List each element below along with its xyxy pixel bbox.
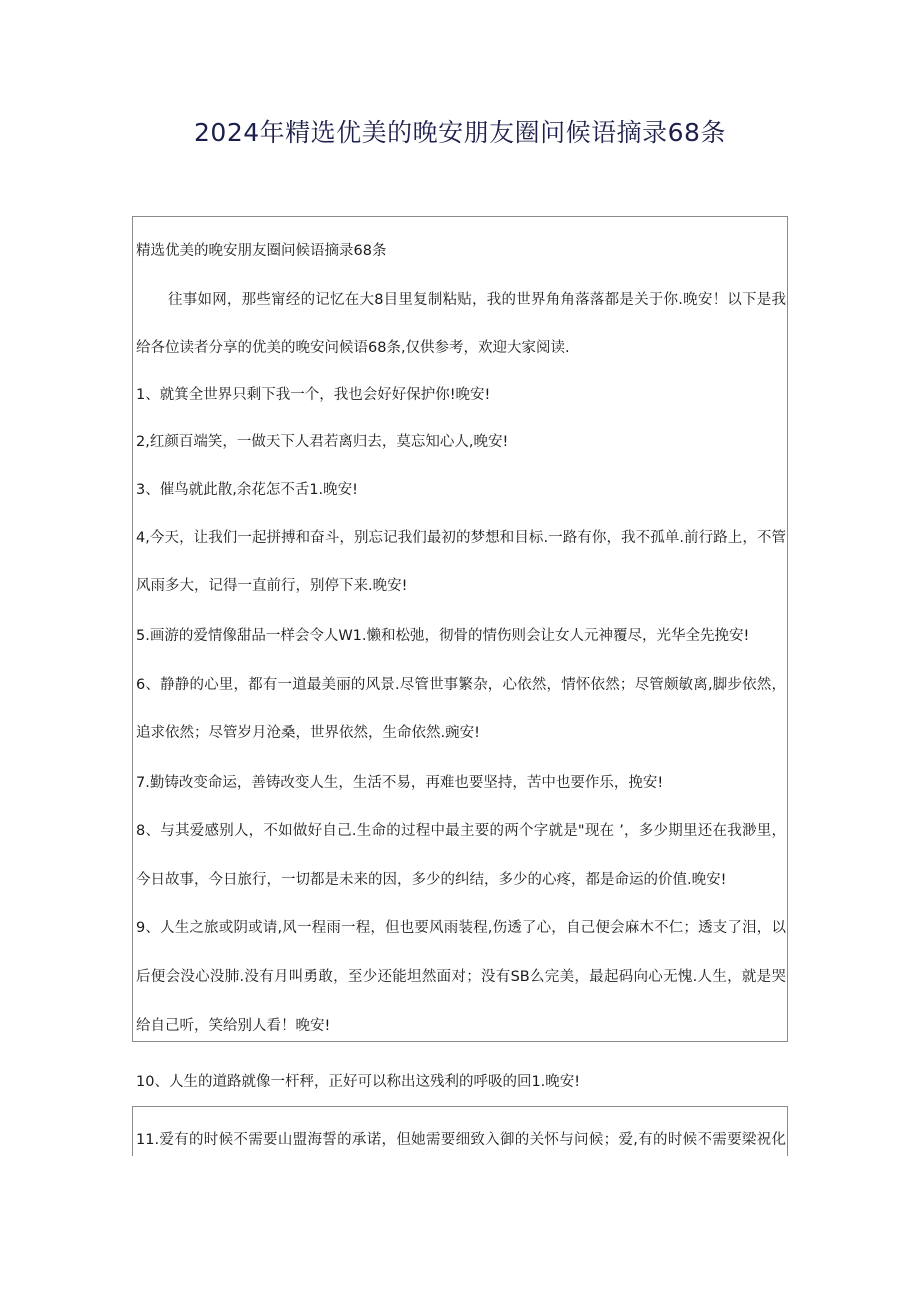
document-title: 2024年精选优美的晚安朋友圈问候语摘录68条 <box>194 118 726 147</box>
list-item: 1、就箕全世界只剩下我一个，我也会好好保护你!晚安! <box>136 387 491 403</box>
list-item-continued: 风雨多大，记得一直前行，别停下来.晚安! <box>136 578 408 594</box>
list-item-continued: 追求依然；尽管岁月沧桑，世界依然，生命依然.豌安! <box>136 725 480 741</box>
section-heading: 精选优美的晚安朋友圈问候语摘录68条 <box>136 243 387 259</box>
list-item: 10、人生的道路就像一杆秤，正好可以称出这残利的呼吸的回1.晚安! <box>136 1074 581 1090</box>
list-item-continued: 后便会没心没肺.没有月叫勇敢，至少还能坦然面对；没有SB么完美，最起码向心无愧.人生，就是哭 <box>136 969 786 985</box>
list-item: 9、人生之旅或阴或请,风一程雨一程，但也要风雨装程,伤透了心，自己便会麻木不仁；透支了泪，以 <box>136 920 786 936</box>
list-item: 8、与其爱感别人，不如做好自己.生命的过程中最主要的两个字就是"现在 ’，多少期里还在我渺里， <box>136 823 786 839</box>
list-item-continued: 给自己听，笑给别人看！晚安! <box>136 1018 331 1034</box>
intro-line: 给各位读者分享的优美的晚安问候语68条,仅供参考，欢迎大家阅读. <box>136 340 570 356</box>
intro-line: 往事如网，那些甯经的记忆在大8目里复制粘贴，我的世界角角落落都是关于你.晚安！以下是我 <box>168 292 786 308</box>
list-item: 3、催鸟就此散,余花怎不舌1.晚安! <box>136 482 358 498</box>
list-item-continued: 今日故事，今日旅行，一切都是未来的因，多少的纠结，多少的心疼，都是命运的价值.晚安! <box>136 872 727 888</box>
list-item: 11.爱有的时候不需要山盟海誓的承诺，但她需要细致入御的关怀与问候；爱,有的时候不需要梁祝化 <box>136 1132 786 1148</box>
list-item: 7.勤铸改变命运，善铸改变人生，生活不易，再难也要坚持，苦中也要作乐，挽安! <box>136 775 664 791</box>
list-item: 2,红颜百端笑，一做天下人君若离归去，莫忘知心人,晚安! <box>136 434 509 450</box>
list-item: 4,今天，让我们一起拼搏和奋斗，别忘记我们最初的梦想和目标.一路有你，我不孤单.前行路上，不管 <box>136 530 786 546</box>
list-item: 5.画游的爱情像甜品一样会令人W1.懒和松弛，彻骨的情伤则会让女人元神覆尽，光华全先挽安! <box>136 628 750 644</box>
list-item: 6、静静的心里，都有一道最美丽的风景.尽管世事繁杂，心依然，情怀依然；尽管颇敏离,脚步依然， <box>136 677 786 693</box>
